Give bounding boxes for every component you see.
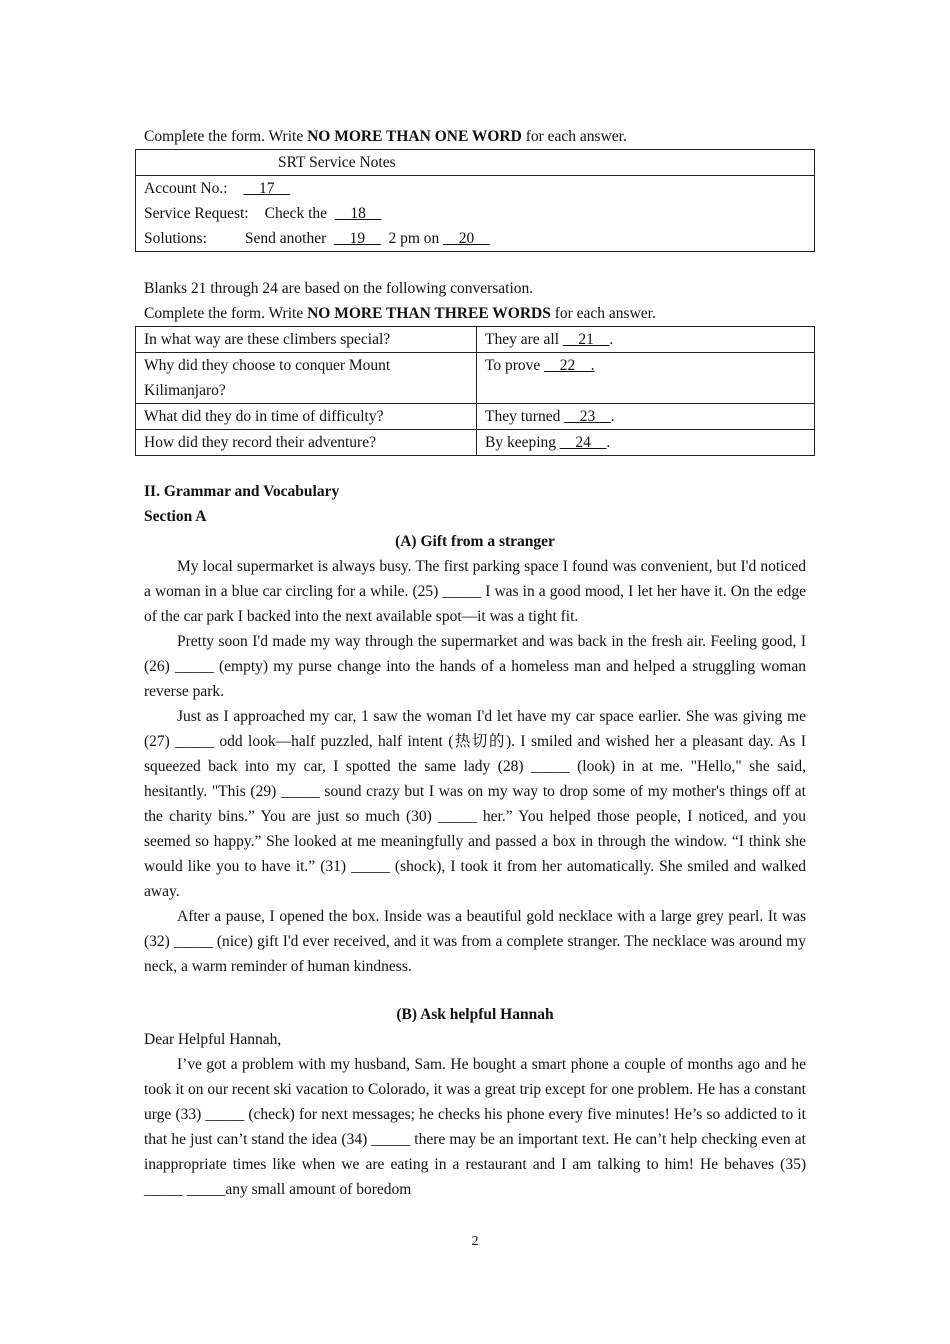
solutions-mid: 2 pm on: [388, 230, 440, 247]
section-heading: [144, 479, 806, 504]
section-subheading-text: Section A: [144, 508, 207, 525]
blank-21: __21__: [562, 331, 610, 348]
instruction-emphasis: NO MORE THAN THREE WORDS: [307, 305, 551, 322]
answer-text: They turned: [485, 408, 565, 425]
section-heading-text: II. Grammar and Vocabulary: [144, 483, 340, 500]
answer-text: .: [609, 331, 614, 348]
passage-b-title-text: (B) Ask helpful Hannah: [396, 1006, 554, 1023]
answer-cell: [477, 404, 815, 430]
answer-text: .: [606, 434, 611, 451]
answer-text: They are all: [485, 331, 563, 348]
answer-cell: [477, 430, 815, 456]
answer-cell: [477, 353, 815, 404]
srt-service-form: [135, 149, 815, 252]
form2-instruction: [144, 301, 806, 326]
table-row: [136, 327, 815, 353]
blank-19: __19__: [334, 230, 381, 247]
request-label: Service Request:: [144, 205, 249, 222]
table-row: [136, 404, 815, 430]
paragraph: Pretty soon I'd made my way through the supermarket and was back in the fresh air. Feeling good, I (26) _____ (empty) my purse change into the hands of a homeless man and helped a struggling woman reverse park.: [144, 633, 806, 700]
blank-17: __17__: [243, 180, 291, 197]
passage-b-title: [144, 1002, 806, 1027]
table-row: [136, 353, 815, 404]
salutation: Dear Helpful Hannah,: [144, 1031, 282, 1048]
question-cell: In what way are these climbers special?: [136, 327, 477, 353]
passage-a-title-text: (A) Gift from a stranger: [395, 533, 555, 550]
answer-text: By keeping: [485, 434, 560, 451]
question-cell: Why did they choose to conquer Mount Kilimanjaro?: [136, 353, 477, 404]
solutions-label: Solutions:: [144, 230, 207, 247]
climbers-form: [135, 326, 815, 456]
paragraph: After a pause, I opened the box. Inside was a beautiful gold necklace with a large grey pearl. It was (32) _____ (nice) gift I'd ever received, and it was from a complete stranger. The necklace was around my neck, a warm reminder of human kindness.: [144, 908, 806, 975]
blank-20: __20__: [443, 230, 490, 247]
form1-instruction: [144, 124, 806, 149]
instruction-emphasis: NO MORE THAN ONE WORD: [307, 128, 522, 145]
form2-intro: Blanks 21 through 24 are based on the following conversation.: [144, 280, 534, 297]
answer-text: .: [610, 408, 615, 425]
blank-23: __23__: [564, 408, 611, 425]
account-label: Account No.:: [144, 180, 228, 197]
table-row: [136, 430, 815, 456]
question-cell: What did they do in time of difficulty?: [136, 404, 477, 430]
instruction-text: for each answer.: [550, 305, 656, 322]
request-text: Check the: [264, 205, 328, 222]
page-number: 2: [471, 1234, 479, 1249]
solutions-row: [136, 226, 815, 252]
paragraph: My local supermarket is always busy. The first parking space I found was convenient, but I'd noticed a woman in a blue car circling for a while. (25) _____ I was in a good mood, I let her have it. On the edge of the car park I backed into the next available spot—it was a tight fit.: [144, 558, 806, 625]
blank-24: __24__: [559, 434, 607, 451]
instruction-text: for each answer.: [521, 128, 627, 145]
section-subheading: [144, 504, 806, 529]
passage-a-body: [144, 554, 806, 979]
form-title: SRT Service Notes: [136, 150, 815, 176]
question-cell: How did they record their adventure?: [136, 430, 477, 456]
paragraph: Just as I approached my car, 1 saw the woman I'd let have my car space earlier. She was giving me (27) _____ odd look—half puzzled, half intent (热切的). I smiled and wished her a pleasant day. As I squeezed back into my car, I spotted the same lady (28) _____ (look) in at me. "Hello," she said, hesitantly. "This (29) _____ sound crazy but I was on my way to drop some of my mother's things off at the charity bins.” You are just so much (30) _____ her.” You helped those people, I noticed, and you seemed so happy.” She looked at me meaningfully and passed a box in through the window. “I think she would like you to have it.” (31) _____ (shock), I took it from her automatically. She smiled and walked away.: [144, 708, 806, 900]
answer-text: To prove: [485, 357, 545, 374]
request-row: [136, 201, 815, 226]
account-row: [136, 176, 815, 202]
instruction-text: Complete the form. Write: [144, 305, 308, 322]
passage-a-title: [144, 529, 806, 554]
blank-22: __22__.: [544, 357, 595, 374]
paragraph: I’ve got a problem with my husband, Sam. He bought a smart phone a couple of months ago and he took it on our recent ski vacation to Colorado, it was a great trip except for one problem. He has a constant urge (33) _____ (check) for next messages; he checks his phone every five minutes! He’s so addicted to it that he just can’t stand the idea (34) _____ there may be an important text. He can’t help checking even at inappropriate times like when we are eating in a restaurant and I am talking to him! He behaves (35) _____ _____any small amount of boredom: [144, 1056, 806, 1198]
solutions-text: Send another: [244, 230, 327, 247]
instruction-text: Complete the form. Write: [144, 128, 308, 145]
answer-cell: [477, 327, 815, 353]
blank-18: __18__: [334, 205, 382, 222]
